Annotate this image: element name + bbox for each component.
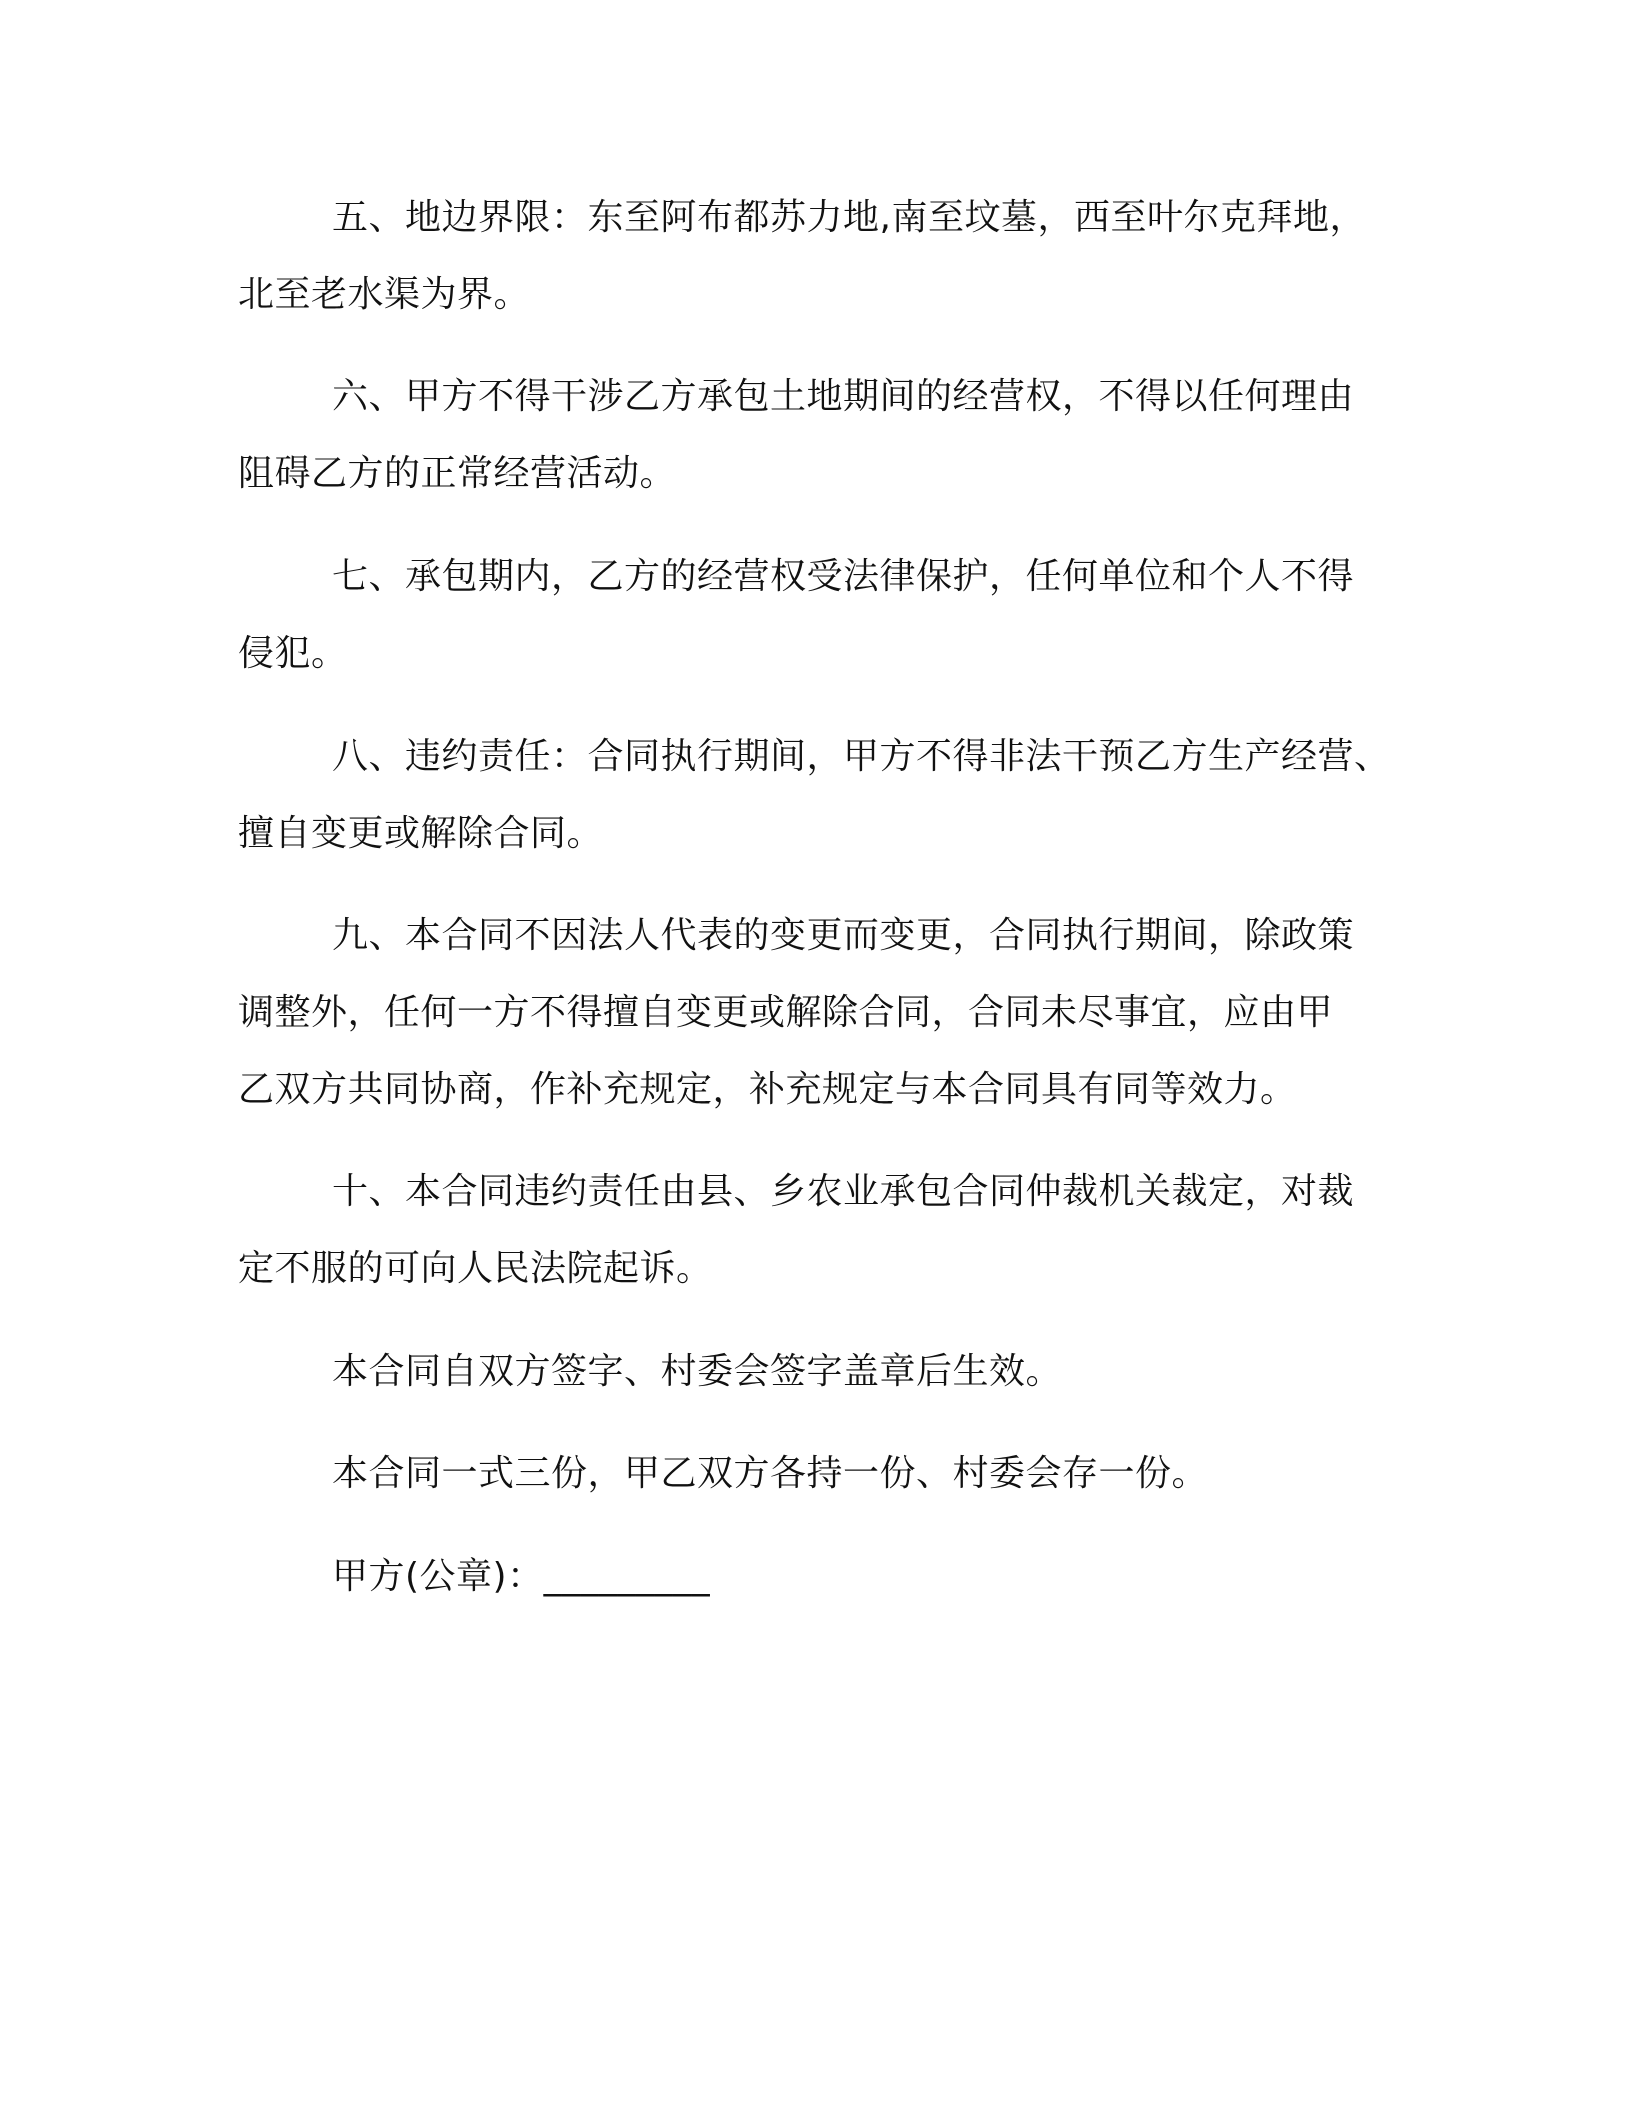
clause-6-line-2: 阻碍乙方的正常经营活动。 (238, 453, 677, 494)
clause-8-line-2: 擅自变更或解除合同。 (238, 813, 604, 854)
clause-7-line-2: 侵犯。 (238, 633, 348, 674)
clause-6-line-1: 六、甲方不得干涉乙方承包土地期间的经营权，不得以任何理由 (332, 376, 1355, 417)
clause-9-line-1: 九、本合同不因法人代表的变更而变更，合同执行期间，除政策 (332, 915, 1355, 956)
effective-statement: 本合同自双方签字、村委会签字盖章后生效。 (332, 1351, 1063, 1392)
clause-8-line-1: 八、违约责任：合同执行期间，甲方不得非法干预乙方生产经营、 (332, 736, 1391, 777)
clause-5-line-1: 五、地边界限：东至阿布都苏力地,南至坟墓，西至叶尔克拜地， (332, 197, 1366, 238)
party-a-signature-line: 甲方(公章)：_________ (332, 1556, 711, 1597)
clause-9-line-3: 乙双方共同协商，作补充规定，补充规定与本合同具有同等效力。 (238, 1069, 1297, 1110)
copies-statement: 本合同一式三份，甲乙双方各持一份、村委会存一份。 (332, 1453, 1209, 1494)
clause-10-line-1: 十、本合同违约责任由县、乡农业承包合同仲裁机关裁定，对裁 (332, 1171, 1355, 1212)
clause-10-line-2: 定不服的可向人民法院起诉。 (238, 1248, 713, 1289)
clause-7-line-1: 七、承包期内，乙方的经营权受法律保护，任何单位和个人不得 (332, 556, 1355, 597)
clause-5-line-2: 北至老水渠为界。 (238, 274, 531, 315)
clause-9-line-2: 调整外，任何一方不得擅自变更或解除合同，合同未尽事宜，应由甲 (238, 992, 1334, 1033)
